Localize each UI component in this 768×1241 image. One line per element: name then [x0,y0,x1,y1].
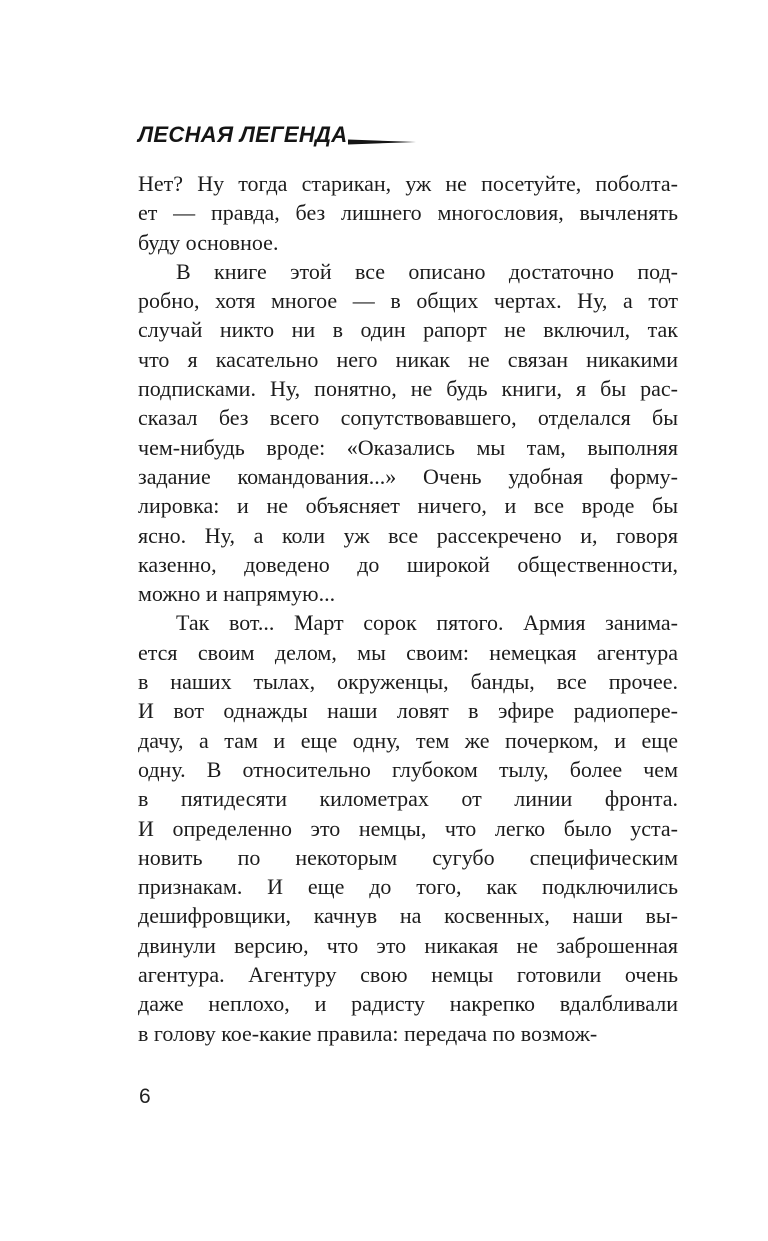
text-line: чем-нибудь вроде: «Оказались мы там, выполняя [138,434,678,460]
paragraph [138,169,678,257]
text-line: случай никто ни в один рапорт не включил, так [138,317,678,343]
text-line: двинули версию, что это никакая не заброшенная [138,932,678,958]
text-line: лировка: и не объясняет ничего, и все вроде бы [138,493,678,519]
text-line: одну. В относительно глубоком тылу, более чем [138,756,678,782]
text-line: сказал без всего сопутствовавшего, отделался бы [138,405,678,431]
text-line: Нет? Ну тогда старикан, уж не посетуйте, поболта- [138,171,678,196]
text-line: робно, хотя многое — в общих чертах. Ну, а тот [138,288,678,314]
text-line: в голову кое-какие правила: передача по возмож- [138,1020,598,1046]
text-line: агентура. Агентуру свою немцы готовили очень [138,962,678,988]
text-line: ется своим делом, мы своим: немецкая агентура [138,639,678,665]
text-line: что я касательно него никак не связан никакими [138,346,678,372]
running-header [138,123,416,147]
text-line: ясно. Ну, а коли уж все рассекречено и, говоря [138,522,678,548]
text-line: Так вот... Март сорок пятого. Армия занима- [176,610,678,636]
paragraph [138,608,678,1047]
text-line: казенно, доведено до широкой общественности, [138,551,678,577]
text-line: дешифровщики, качнув на косвенных, наши вы- [138,903,678,929]
text-line: буду основное. [138,229,279,255]
text-line: признакам. И еще до того, как подключились [138,874,678,900]
text-line: И определенно это немцы, что легко было уста- [138,815,678,841]
header-rule-swoosh-icon [348,139,416,145]
page-number: 6 [139,1085,151,1108]
running-header-title: ЛЕСНАЯ ЛЕГЕНДА [138,122,348,147]
text-line: новить по некоторым сугубо специфическим [138,844,678,870]
text-line: можно и напрямую... [138,581,336,607]
text-line: задание командования...» Очень удобная форму- [138,463,678,489]
text-line: в наших тылах, окруженцы, банды, все прочее. [138,669,678,695]
text-line: ет — правда, без лишнего многословия, вычленять [138,200,678,226]
text-line: даже неплохо, и радисту накрепко вдалбливали [138,991,678,1017]
body-text [138,169,678,1048]
text-line: дачу, а там и еще одну, тем же почерком, и еще [138,727,678,753]
paragraph [138,257,678,609]
text-line: В книге этой все описано достаточно под- [176,258,678,284]
text-line: подписками. Ну, понятно, не будь книги, я бы рас- [138,376,678,402]
text-line: в пятидесяти километрах от линии фронта. [138,786,678,812]
text-line: И вот однажды наши ловят в эфире радиопере- [138,698,678,724]
